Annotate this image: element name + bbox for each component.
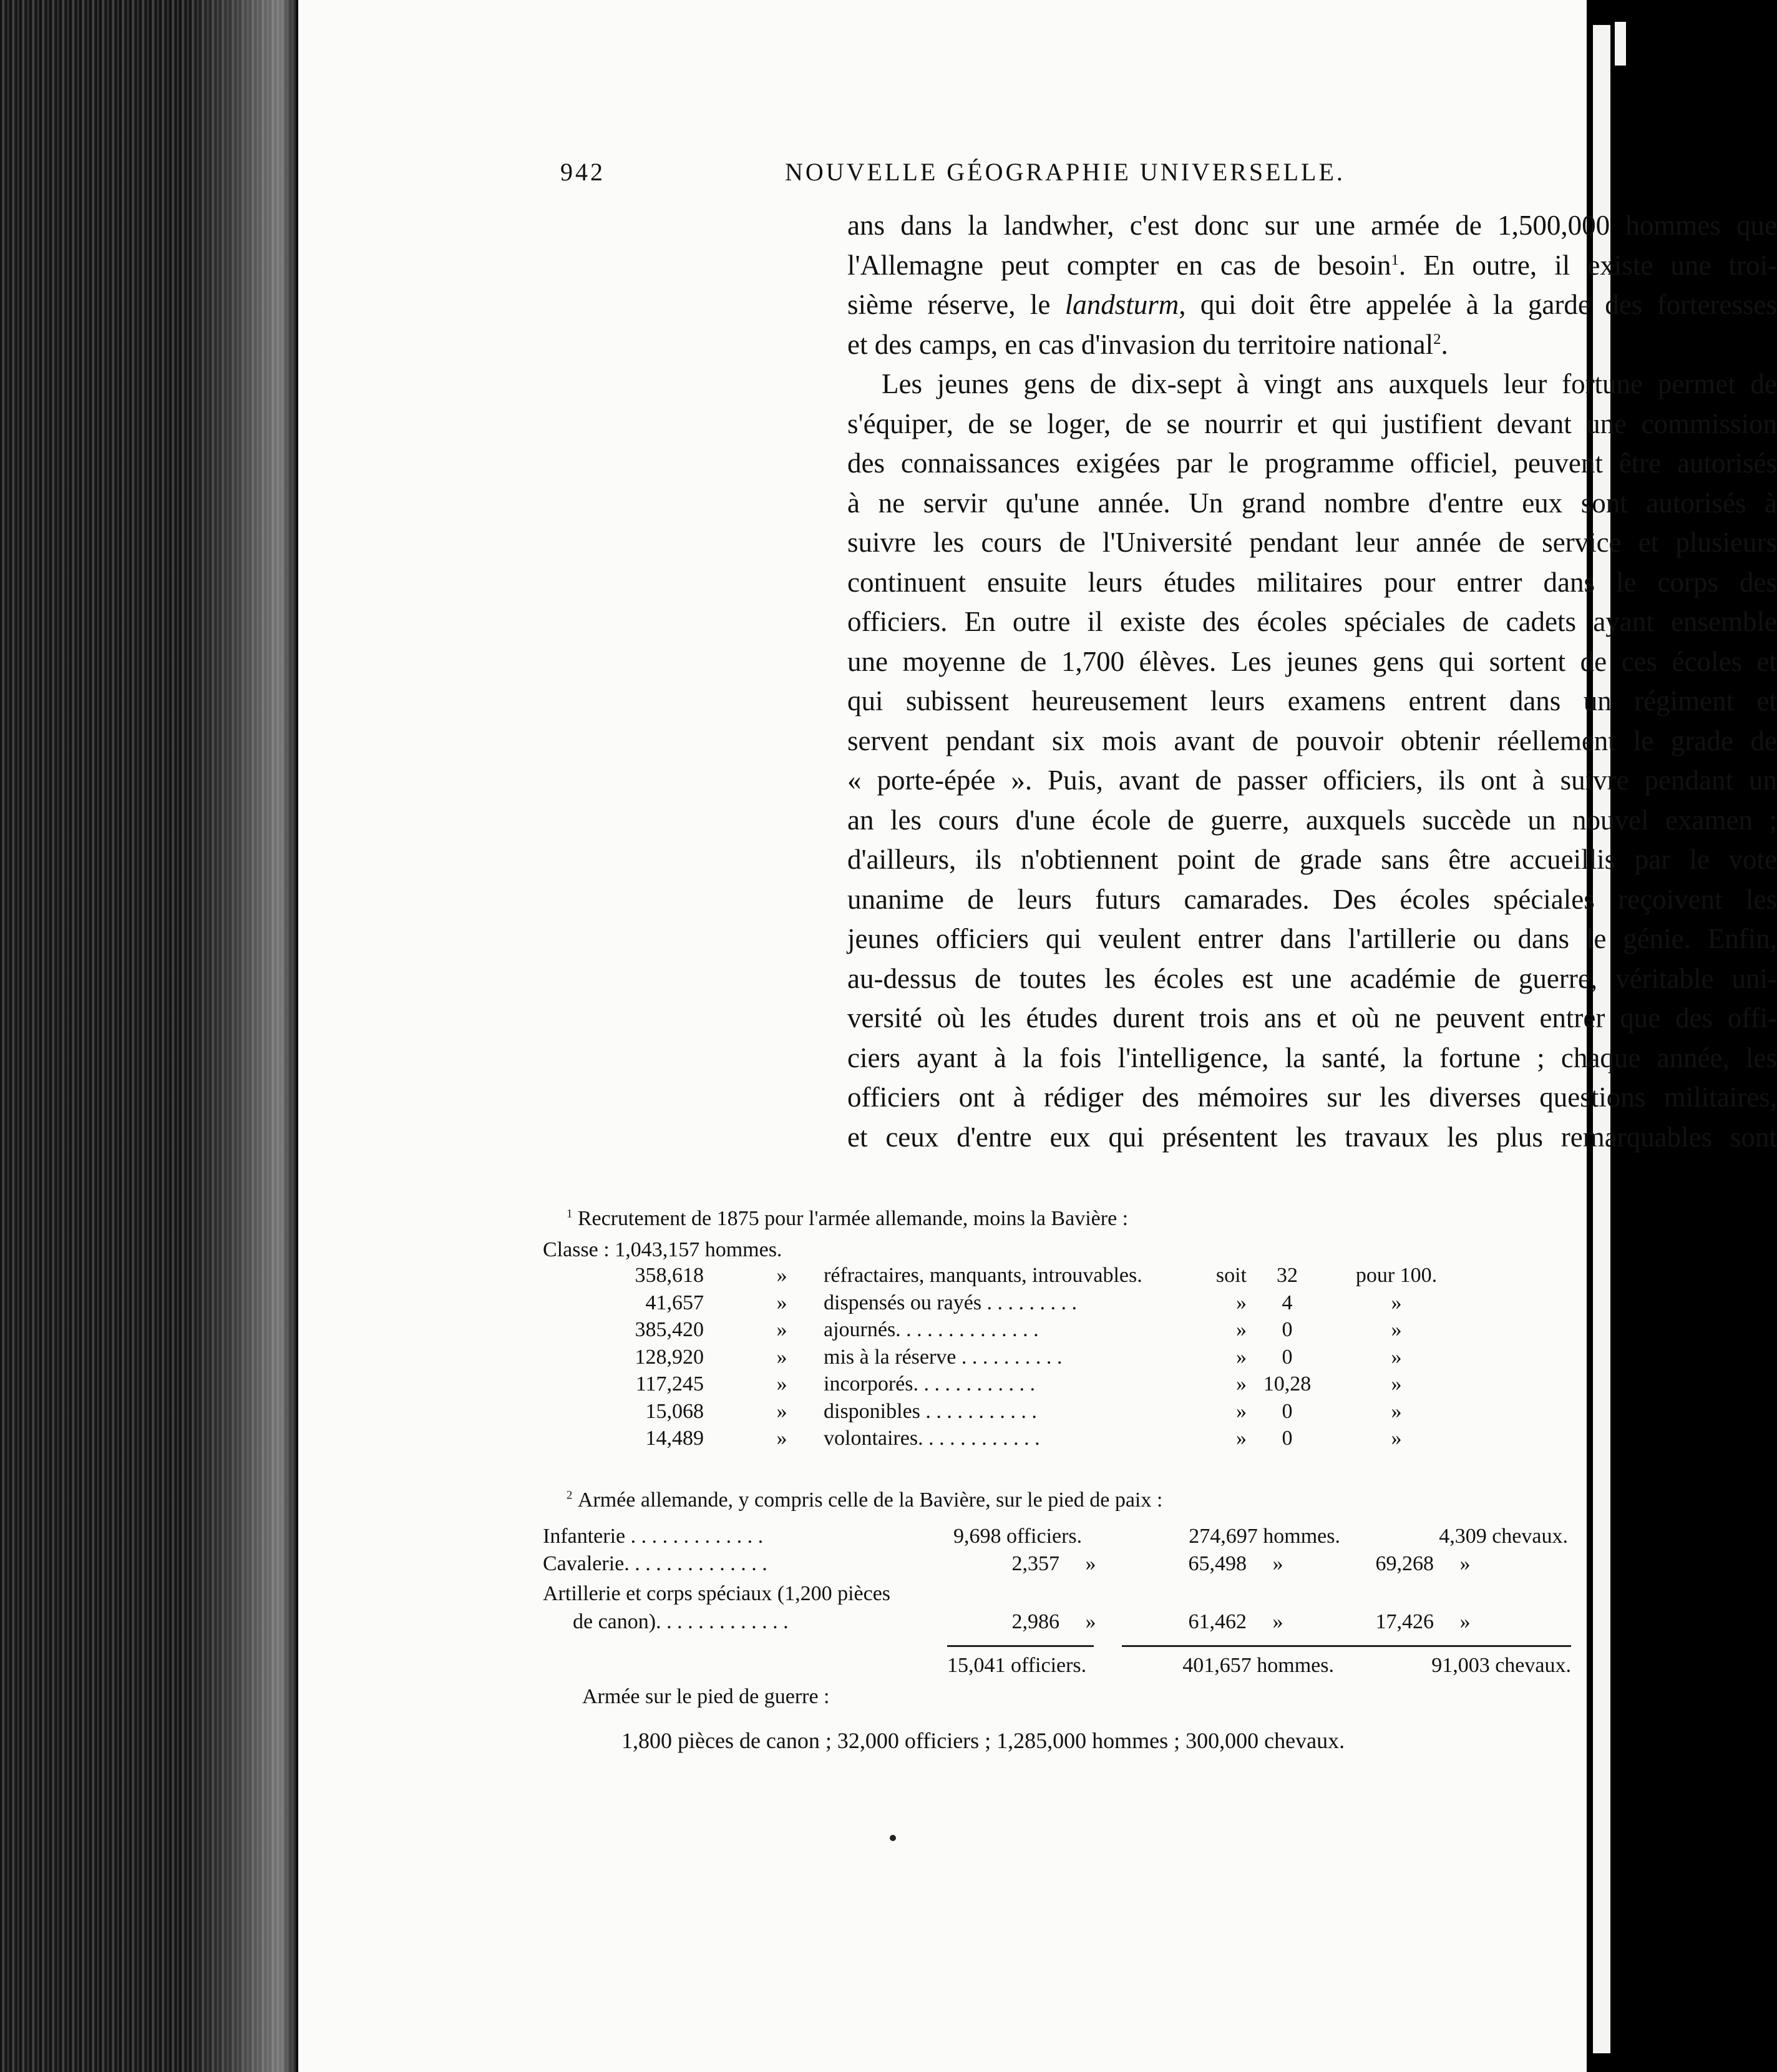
men-count: 61,462 xyxy=(1188,1610,1247,1633)
percent-value: 0 xyxy=(1282,1427,1293,1450)
running-title: NOUVELLE GÉOGRAPHIE UNIVERSELLE. xyxy=(785,158,1345,186)
ditto-mark: » xyxy=(1459,1610,1471,1633)
army-branch: Artillerie et corps spéciaux (1,200 pièces xyxy=(543,1582,891,1605)
war-footing-line: 1,800 pièces de canon ; 32,000 officiers ; 1,285,000 hommes ; 300,000 chevaux. xyxy=(621,1728,1345,1753)
text-line: an les cours d'une école de guerre, auxquels succède un nouvel examen ; xyxy=(847,804,1777,836)
recruit-count: 14,489 xyxy=(645,1427,704,1450)
army-branch-cont: de canon). . . . . . . . . . . . . xyxy=(573,1610,789,1633)
text-line: versité où les études durent trois ans et où ne peuvent entrer que des offi- xyxy=(847,1002,1777,1034)
officers-count: 2,357 xyxy=(1011,1552,1059,1575)
ditto-mark: » xyxy=(776,1345,787,1369)
recruit-count: 385,420 xyxy=(635,1318,704,1341)
running-header xyxy=(298,157,1587,186)
text-line: ciers ayant à la fois l'intelligence, la santé, la fortune ; chaque année, les xyxy=(847,1042,1777,1073)
text-fragment: , qui doit être appelée à la garde des forteresses xyxy=(1179,289,1777,320)
page-edge-mark xyxy=(1615,22,1626,66)
recruit-count: 41,657 xyxy=(645,1291,704,1314)
recruit-count: 128,920 xyxy=(635,1345,704,1369)
army-branch: Cavalerie. . . . . . . . . . . . . . xyxy=(543,1552,767,1575)
text-line xyxy=(847,246,1777,286)
men-count: 65,498 xyxy=(1188,1552,1247,1575)
total-rule xyxy=(1122,1645,1334,1647)
text-line: et ceux d'entre eux qui présentent les travaux les plus remarquables sont xyxy=(847,1121,1777,1153)
text-fragment: sième réserve, le xyxy=(847,289,1065,320)
ditto-mark: » xyxy=(1459,1552,1471,1575)
soit-label: » xyxy=(1236,1318,1247,1341)
percent-unit: » xyxy=(1391,1399,1402,1423)
ditto-mark: » xyxy=(776,1399,787,1423)
text-line: qui subissent heureusement leurs examens entrent dans un régiment et xyxy=(847,685,1777,716)
horses-total: 91,003 chevaux. xyxy=(1431,1654,1571,1677)
text-line: à ne servir qu'une année. Un grand nombre d'entre eux sont autorisés à xyxy=(847,487,1777,519)
footnote-ref-1: 1 xyxy=(1391,251,1399,268)
officers-count: 2,986 xyxy=(1011,1610,1059,1633)
text-line: Les jeunes gens de dix-sept à vingt ans auxquels leur fortune permet de xyxy=(882,368,1777,399)
horses-count: 17,426 xyxy=(1375,1610,1434,1633)
horses-count: 69,268 xyxy=(1375,1552,1434,1575)
text-fragment: . xyxy=(1441,328,1448,360)
soit-label: » xyxy=(1236,1372,1247,1395)
horses-count: 4,309 chevaux. xyxy=(1439,1525,1568,1548)
recruit-category: volontaires. . . . . . . . . . . . xyxy=(824,1427,1040,1450)
text-line: suivre les cours de l'Université pendant leur année de service et plusieurs xyxy=(847,527,1777,558)
recruit-category: mis à la réserve . . . . . . . . . . xyxy=(824,1345,1063,1369)
footnote-1-intro-text: Recrutement de 1875 pour l'armée allemande, moins la Bavière : xyxy=(577,1207,1129,1230)
soit-label: » xyxy=(1236,1291,1247,1314)
soit-label: » xyxy=(1236,1345,1247,1369)
total-rule xyxy=(947,1645,1094,1647)
recruit-category: ajournés. . . . . . . . . . . . . . xyxy=(824,1318,1039,1341)
stray-dot xyxy=(890,1835,896,1841)
text-line: servent pendant six mois avant de pouvoir obtenir réellement le grade de xyxy=(847,725,1777,756)
footnote-1-classe: Classe : 1,043,157 hommes. xyxy=(543,1238,782,1261)
text-line: d'ailleurs, ils n'obtiennent point de grade sans être accueillis par le vote xyxy=(847,844,1777,875)
officers-count: 9,698 officiers. xyxy=(953,1525,1083,1548)
text-line: officiers ont à rédiger des mémoires sur les diverses questions militaires, xyxy=(847,1082,1777,1113)
recruit-category: réfractaires, manquants, introuvables. xyxy=(824,1264,1142,1287)
recruit-category: dispensés ou rayés . . . . . . . . . xyxy=(824,1291,1078,1314)
percent-value: 0 xyxy=(1282,1318,1293,1341)
text-line: au-dessus de toutes les écoles est une académie de guerre, véritable uni- xyxy=(847,962,1777,994)
footnote-2-mark: 2 xyxy=(567,1488,573,1502)
text-fragment: et des camps, en cas d'invasion du territoire national xyxy=(847,328,1434,360)
emphasis-landsturm: landsturm xyxy=(1064,289,1179,320)
text-line: s'équiper, de se loger, de se nourrir et qui justifient devant une commission xyxy=(847,408,1777,439)
text-line: « porte-épée ». Puis, avant de passer officiers, ils ont à suivre pendant un xyxy=(847,765,1777,796)
recruit-count: 358,618 xyxy=(635,1264,704,1287)
ditto-mark: » xyxy=(1085,1610,1096,1633)
ditto-mark: » xyxy=(776,1291,787,1314)
percent-value: 0 xyxy=(1282,1399,1293,1423)
percent-unit: » xyxy=(1391,1372,1402,1395)
percent-unit: » xyxy=(1391,1291,1402,1314)
page-number: 942 xyxy=(560,158,605,186)
text-line: officiers. En outre il existe des écoles spéciales de cadets ayant ensemble xyxy=(847,606,1777,637)
book-page xyxy=(298,0,1777,2072)
total-rule xyxy=(1303,1645,1571,1647)
ditto-mark: » xyxy=(776,1318,787,1341)
footnote-2-intro-text: Armée allemande, y compris celle de la Bavière, sur le pied de paix : xyxy=(577,1488,1163,1512)
book-edge xyxy=(0,0,296,2072)
text-fragment: l'Allemagne peut compter en cas de besoin xyxy=(847,249,1391,281)
ditto-mark: » xyxy=(1272,1610,1283,1633)
percent-value: 32 xyxy=(1277,1264,1298,1287)
percent-unit: » xyxy=(1391,1345,1402,1369)
recruit-category: disponibles . . . . . . . . . . . xyxy=(824,1399,1037,1423)
text-line: ans dans la landwher, c'est donc sur une armée de 1,500,000 hommes que xyxy=(847,210,1777,241)
recruit-count: 15,068 xyxy=(645,1399,704,1423)
ditto-mark: » xyxy=(1272,1552,1283,1575)
percent-unit: pour 100. xyxy=(1355,1264,1438,1287)
men-total: 401,657 hommes. xyxy=(1182,1654,1334,1677)
text-line: jeunes officiers qui veulent entrer dans l'artillerie ou dans le génie. Enfin, xyxy=(847,923,1777,954)
men-count: 274,697 hommes. xyxy=(1189,1525,1340,1548)
soit-label: » xyxy=(1236,1427,1247,1450)
war-footing-intro: Armée sur le pied de guerre : xyxy=(582,1685,830,1708)
percent-unit: » xyxy=(1391,1318,1402,1341)
text-line xyxy=(847,325,1777,365)
main-text xyxy=(847,206,1777,1157)
footnote-1-intro xyxy=(567,1206,1128,1232)
text-line: continuent ensuite leurs études militaires pour entrer dans le corps des xyxy=(847,566,1777,598)
percent-value: 0 xyxy=(1282,1345,1293,1369)
footnote-2-intro xyxy=(567,1487,1162,1513)
text-line xyxy=(847,285,1777,325)
text-line: unanime de leurs futurs camarades. Des écoles spéciales reçoivent les xyxy=(847,883,1777,915)
soit-label: soit xyxy=(1215,1264,1247,1287)
percent-value: 10,28 xyxy=(1263,1372,1312,1395)
soit-label: » xyxy=(1236,1399,1247,1423)
ditto-mark: » xyxy=(776,1427,787,1450)
text-line: une moyenne de 1,700 élèves. Les jeunes gens qui sortent de ces écoles et xyxy=(847,645,1777,677)
recruit-count: 117,245 xyxy=(635,1372,704,1395)
percent-value: 4 xyxy=(1282,1291,1293,1314)
footnote-1-mark: 1 xyxy=(567,1207,573,1221)
ditto-mark: » xyxy=(776,1372,787,1395)
footnote-ref-2: 2 xyxy=(1433,330,1441,348)
percent-unit: » xyxy=(1391,1427,1402,1450)
text-fragment: . En outre, il existe une troi- xyxy=(1398,249,1777,281)
officers-total: 15,041 officiers. xyxy=(947,1654,1087,1677)
ditto-mark: » xyxy=(1085,1552,1096,1575)
army-branch: Infanterie . . . . . . . . . . . . . xyxy=(543,1525,764,1548)
recruit-category: incorporés. . . . . . . . . . . . xyxy=(824,1372,1036,1395)
ditto-mark: » xyxy=(776,1264,787,1287)
text-line: des connaissances exigées par le programme officiel, peuvent être autorisés xyxy=(847,447,1777,479)
